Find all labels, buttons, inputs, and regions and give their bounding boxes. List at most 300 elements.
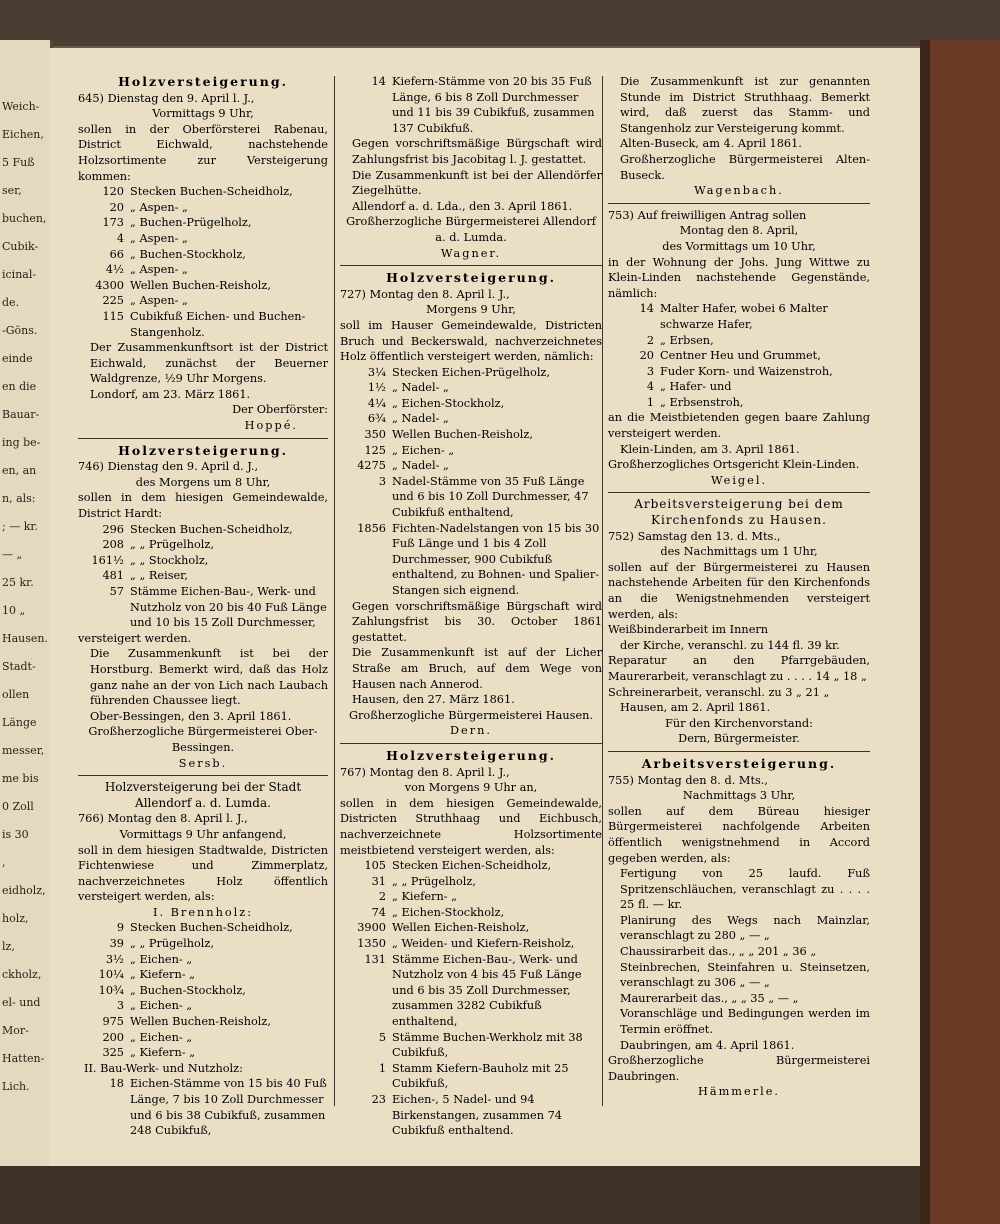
column-3 — [608, 74, 870, 1100]
item-quantity: 173 — [102, 216, 124, 230]
item-quantity: 3½ — [105, 952, 124, 966]
item-quantity: 975 — [102, 1015, 124, 1029]
notice-intro: sollen auf dem Büreau hiesiger Bürgermeisterei nachfolgende Arbeiten öffentlich wenigstnehmend in Accord gegeben werden, als: — [608, 804, 870, 865]
notice-place-date: Ober-Bessingen, den 3. April 1861. — [90, 709, 292, 723]
notice-727 — [340, 270, 602, 739]
item-quantity: 5 — [378, 1030, 386, 1044]
item-description: „ „ Reiser, — [130, 569, 188, 583]
margin-fragment: Eichen, — [2, 128, 44, 141]
item-quantity: 6¾ — [367, 412, 386, 426]
item-description: „ Erbsenstroh, — [660, 395, 744, 409]
item-quantity: 2 — [646, 333, 654, 347]
list-item — [340, 474, 602, 521]
list-item — [78, 1076, 328, 1138]
item-description: Eichen-, 5 Nadel- und 94 Birkenstangen, zusammen 74 Cubikfuß enthaltend. — [392, 1093, 562, 1138]
notice-number: 767) — [340, 765, 366, 779]
notice-title: Holzversteigerung bei der Stadt Allendorf a. d. Lumda. — [104, 780, 302, 810]
item-description: „ „ Prügelholz, — [130, 538, 214, 552]
margin-fragment: is 30 — [2, 828, 29, 841]
item-description: Stämme Eichen-Bau-, Werk- und Nutzholz von 4 bis 45 Fuß Länge und 6 bis 35 Zoll Durchmesser, zusammen 3282 Cubikfuß enthaltend, — [392, 952, 582, 1029]
notice-intro: sollen auf der Bürgermeisterei zu Hausen nachstehende Arbeiten für den Kirchenfonds an die Wenigstnehmenden versteigert werden, als: — [608, 560, 870, 621]
notice-time: Nachmittags 3 Uhr, — [682, 789, 796, 803]
work-item: Schreinerarbeit, veranschl. zu 3 „ 21 „ — [608, 685, 830, 699]
item-quantity: 4 — [116, 231, 124, 245]
item-description: Stamm Kiefern-Bauholz mit 25 Cubikfuß, — [392, 1061, 569, 1091]
item-description: „ Eichen- „ — [130, 1030, 193, 1044]
list-item — [340, 952, 602, 1030]
notice-intro: in der Wohnung der Johs. Jung Wittwe zu Klein-Linden nachstehende Gegenstände, nämlich: — [608, 255, 870, 300]
margin-fragment: eidholz, — [2, 884, 46, 897]
list-item — [608, 348, 870, 364]
item-quantity: 120 — [102, 185, 124, 199]
item-quantity: 200 — [102, 1030, 124, 1044]
item-description: Wellen Buchen-Reisholz, — [130, 278, 271, 292]
notice-date: Montag den 8. April l. J., — [369, 765, 510, 779]
item-quantity: 66 — [109, 247, 124, 261]
notice-intro: soll in dem hiesigen Stadtwalde, Districten Fichtenwiese und Zimmerplatz, nachverzeichnetes Holz öffentlich versteigert werden, als: — [78, 843, 328, 904]
margin-fragment: , — [2, 856, 6, 869]
notice-place-date: Londorf, am 23. März 1861. — [90, 387, 251, 401]
item-quantity: 105 — [364, 859, 386, 873]
notice-date: Montag den 8. d. Mts., — [637, 773, 768, 787]
list-item — [340, 1061, 602, 1092]
item-description: „ Aspen- „ — [130, 231, 188, 245]
notice-time: des Morgens um 8 Uhr, — [135, 475, 271, 489]
item-description: Stecken Buchen-Scheidholz, — [130, 522, 293, 536]
item-description: Stecken Eichen-Prügelholz, — [392, 365, 550, 379]
margin-fragment: 10 „ — [2, 604, 26, 617]
notice-time: von Morgens 9 Uhr an, — [404, 781, 538, 795]
notice-755 — [608, 756, 870, 1100]
item-description: „ Nadel- „ — [392, 381, 449, 395]
list-item — [608, 301, 870, 332]
item-quantity: 4¼ — [367, 396, 386, 410]
list-item — [78, 568, 328, 584]
list-item — [78, 537, 328, 553]
list-item — [340, 1030, 602, 1061]
margin-fragment: icinal- — [2, 268, 37, 281]
left-facing-page-edge — [0, 40, 53, 1170]
list-item — [78, 920, 328, 936]
separator-rule — [608, 751, 870, 752]
item-description: „ Buchen-Prügelholz, — [130, 216, 252, 230]
notice-title: Holzversteigerung. — [386, 747, 556, 763]
work-item: Weißbinderarbeit im Innern — [608, 623, 769, 637]
list-item — [340, 427, 602, 443]
notice-time: des Nachmittags um 1 Uhr, — [660, 545, 818, 559]
notice-authority: Großherzogliches Ortsgericht Klein-Linden. — [608, 458, 860, 472]
scan-bottom-edge — [0, 1166, 920, 1224]
item-quantity: 3¼ — [367, 365, 386, 379]
notice-meeting: Die Zusammenkunft ist auf der Licher Straße am Bruch, auf dem Wege von Hausen nach Annerod. — [352, 646, 602, 691]
item-description: „ „ Stockholz, — [130, 553, 209, 567]
item-quantity: 2 — [378, 890, 386, 904]
item-quantity: 14 — [371, 75, 386, 88]
item-list — [340, 858, 602, 1139]
margin-fragment: ollen — [2, 688, 30, 701]
item-description: „ „ Prügelholz, — [392, 874, 476, 888]
notice-authority: Großherzogliche Bürgermeisterei Daubringen. — [608, 1054, 870, 1083]
notice-title: Arbeitsversteigerung. — [641, 755, 837, 771]
item-description: „ Erbsen, — [660, 333, 714, 347]
margin-fragment: n, als: — [2, 492, 36, 505]
item-list — [78, 522, 328, 631]
item-list — [78, 1076, 328, 1138]
item-quantity: 125 — [364, 443, 386, 457]
margin-fragment: Mor- — [2, 1024, 29, 1037]
item-description: „ Eichen-Stockholz, — [392, 905, 505, 919]
list-item — [78, 952, 328, 968]
item-description: „ Aspen- „ — [130, 294, 188, 308]
item-list — [340, 74, 602, 136]
item-quantity: 296 — [102, 522, 124, 536]
list-item — [340, 521, 602, 599]
list-item — [340, 443, 602, 459]
item-quantity: 31 — [371, 874, 386, 888]
item-description: „ Hafer- und — [660, 380, 732, 394]
margin-fragment: -Göns. — [2, 324, 38, 337]
item-quantity: 1856 — [357, 521, 386, 535]
notice-number: 645) — [78, 91, 104, 105]
item-quantity: 161½ — [91, 553, 124, 567]
margin-fragment: 25 kr. — [2, 576, 34, 589]
margin-fragment: holz, — [2, 912, 29, 925]
notice-place-date: Allendorf a. d. Lda., den 3. April 1861. — [352, 199, 573, 213]
list-item — [78, 1030, 328, 1046]
notice-after: versteigert werden. — [78, 631, 192, 645]
notice-time: Vormittags 9 Uhr, — [152, 107, 254, 121]
item-quantity: 57 — [109, 585, 124, 598]
list-item — [340, 874, 602, 890]
item-quantity: 3 — [646, 364, 654, 378]
list-item — [78, 553, 328, 569]
list-item — [340, 858, 602, 874]
work-item: Maurerarbeit das., „ „ 35 „ — „ — [620, 991, 799, 1005]
margin-fragment: Bauar- — [2, 408, 40, 421]
notice-after: an die Meistbietenden gegen baare Zahlung versteigert werden. — [608, 411, 870, 441]
notice-date: Dienstag den 9. April l. J., — [107, 91, 255, 105]
list-item — [608, 379, 870, 395]
item-quantity: 10¾ — [98, 983, 124, 997]
notice-signer: Dern, Bürgermeister. — [678, 732, 800, 746]
item-description: „ Weiden- und Kiefern-Reisholz, — [392, 937, 575, 951]
notice-753 — [608, 208, 870, 489]
margin-fragment: Lich. — [2, 1080, 30, 1093]
item-quantity: 4300 — [95, 278, 124, 292]
item-quantity: 23 — [371, 1093, 386, 1106]
margin-fragment: me bis — [2, 772, 39, 785]
list-item — [340, 920, 602, 936]
notice-766-continued — [340, 74, 602, 261]
notice-authority: Großherzogliche Bürgermeisterei Alten-Buseck. — [620, 152, 870, 182]
item-quantity: 1 — [646, 395, 654, 409]
scan-top-edge — [0, 0, 1000, 46]
notice-signer: Weigel. — [710, 473, 768, 487]
separator-rule — [608, 203, 870, 204]
list-item — [608, 333, 870, 349]
list-item — [78, 293, 328, 309]
item-description: „ „ Prügelholz, — [130, 937, 214, 951]
notice-title: Holzversteigerung. — [386, 270, 556, 286]
margin-fragment: — „ — [2, 548, 23, 561]
notice-lead: Auf freiwilligen Antrag sollen — [637, 208, 807, 222]
notice-signer: Hoppé. — [244, 419, 298, 433]
list-item — [340, 411, 602, 427]
margin-fragment: buchen, — [2, 212, 47, 225]
list-item — [340, 380, 602, 396]
notice-signer: Hämmerle. — [698, 1085, 780, 1099]
notice-note: Voranschläge und Bedingungen werden im Termin eröffnet. — [620, 1007, 870, 1037]
margin-fragment: lz, — [2, 940, 15, 953]
notice-payment: Gegen vorschriftsmäßige Bürgschaft wird Zahlungsfrist bis Jacobitag l. J. gestattet. — [352, 137, 602, 166]
margin-fragment: Cubik- — [2, 240, 39, 253]
notice-signer: Wagner. — [440, 246, 502, 260]
notice-title: Holzversteigerung. — [118, 74, 288, 89]
item-quantity: 4 — [646, 380, 654, 394]
work-item: Fertigung von 25 laufd. Fuß Spritzenschläuchen, veranschlagt zu . . . . 25 fl. — kr. — [620, 867, 870, 912]
notice-authority: Für den Kirchenvorstand: — [665, 716, 813, 730]
column-2 — [340, 74, 602, 1139]
list-item — [78, 998, 328, 1014]
column-1 — [78, 74, 328, 1139]
item-list — [608, 301, 870, 410]
item-quantity: 20 — [109, 200, 124, 214]
notice-number: 746) — [78, 460, 104, 474]
item-description: Stecken Buchen-Scheidholz, — [130, 185, 293, 199]
notice-intro: sollen in dem hiesigen Gemeindewalde, District Hardt: — [78, 491, 328, 521]
notice-place-date: Alten-Buseck, am 4. April 1861. — [620, 137, 802, 151]
margin-fragment: ser, — [2, 184, 22, 197]
item-description: Kiefern-Stämme von 20 bis 35 Fuß Länge, 6 bis 8 Zoll Durchmesser und 11 bis 39 Cubikfuß, zusammen 137 Cubikfuß. — [392, 75, 595, 135]
margin-fragment: Hatten- — [2, 1052, 45, 1065]
item-description: Wellen Eichen-Reisholz, — [392, 921, 530, 935]
notice-date: Montag den 8. April, — [679, 224, 799, 238]
item-description: „ Kiefern- „ — [130, 1046, 195, 1060]
margin-fragment: einde — [2, 352, 33, 365]
notice-time: Vormittags 9 Uhr anfangend, — [119, 827, 287, 841]
notice-time: Morgens 9 Uhr, — [426, 303, 516, 317]
notice-date: Montag den 8. April l. J., — [107, 812, 248, 826]
margin-fragment: Hausen. — [2, 632, 48, 645]
item-description: Fuder Korn- und Waizenstroh, — [660, 364, 833, 378]
notice-place-date: Klein-Linden, am 3. April 1861. — [620, 442, 800, 456]
item-description: „ Eichen- „ — [130, 952, 193, 966]
work-item: Steinbrechen, Steinfahren u. Steinsetzen, veranschlagt zu 306 „ — „ — [620, 960, 870, 990]
list-item — [78, 215, 328, 231]
section-heading: I. Brennholz: — [152, 905, 254, 919]
item-description: „ Kiefern- „ — [130, 968, 195, 982]
notice-meeting: Der Zusammenkunftsort ist der District Eichwald, zunächst der Beuerner Waldgrenze, ½9 Uhr Morgens. — [90, 341, 328, 386]
item-quantity: 74 — [371, 905, 386, 919]
item-quantity: 1 — [378, 1061, 386, 1075]
work-item: Chaussirarbeit das., „ „ 201 „ 36 „ — [620, 945, 817, 959]
notice-date: Samstag den 13. d. Mts., — [637, 529, 781, 543]
margin-fragment: en, an — [2, 464, 37, 477]
notice-intro: sollen in dem hiesigen Gemeindewalde, Districten Struthhaag und Eichbusch, nachverzeichnete Holzsortimente meistbietend versteigert werden, als: — [340, 796, 602, 857]
item-description: Stämme Eichen-Bau-, Werk- und Nutzholz von 20 bis 40 Fuß Länge und 10 bis 15 Zoll Durchmesser, — [130, 585, 327, 630]
notice-number: 727) — [340, 287, 366, 301]
notice-signer: Sersb. — [178, 756, 228, 770]
item-description: „ Eichen-Stockholz, — [392, 396, 505, 410]
margin-fragment: Weich- — [2, 100, 40, 113]
item-description: „ Eichen- „ — [130, 999, 193, 1013]
separator-rule — [78, 775, 328, 776]
item-description: Stämme Buchen-Werkholz mit 38 Cubikfuß, — [392, 1030, 583, 1060]
item-quantity: 3900 — [357, 921, 386, 935]
book-spine-shadow — [920, 40, 930, 1224]
notice-meeting: Die Zusammenkunft ist bei der Allendörfer Ziegelhütte. — [352, 168, 602, 198]
notice-752 — [608, 497, 870, 747]
item-quantity: 9 — [116, 921, 124, 935]
item-description: „ Buchen-Stockholz, — [130, 247, 246, 261]
notice-authority: Großherzogliche Bürgermeisterei Ober-Bessingen. — [88, 725, 318, 754]
book-spine — [920, 40, 1000, 1224]
notice-intro: soll im Hauser Gemeindewalde, Districten Bruch und Beckerswald, nachverzeichnetes Holz öffentlich versteigert werden, nämlich: — [340, 318, 602, 364]
separator-rule — [78, 438, 328, 439]
notice-number: 752) — [608, 529, 634, 543]
item-quantity: 39 — [109, 937, 124, 951]
margin-fragment: messer, — [2, 744, 45, 757]
margin-fragment: de. — [2, 296, 20, 309]
item-quantity: 131 — [364, 952, 386, 966]
item-description: Nadel-Stämme von 35 Fuß Länge und 6 bis 10 Zoll Durchmesser, 47 Cubikfuß enthaltend, — [392, 474, 589, 520]
work-item: Planirung des Wegs nach Mainzlar, veranschlagt zu 280 „ — „ — [620, 913, 870, 943]
margin-fragment: 0 Zoll — [2, 800, 34, 813]
item-quantity: 225 — [102, 294, 124, 308]
item-description: Wellen Buchen-Reisholz, — [130, 1015, 271, 1029]
item-description: „ Buchen-Stockholz, — [130, 983, 246, 997]
margin-fragment: ; — kr. — [2, 520, 38, 533]
list-item — [340, 396, 602, 412]
list-item — [78, 1014, 328, 1030]
section-heading: II. Bau-Werk- und Nutzholz: — [84, 1061, 243, 1075]
separator-rule — [340, 743, 602, 744]
list-item — [78, 247, 328, 263]
notice-place-date: Hausen, am 2. April 1861. — [620, 701, 771, 715]
notice-meeting: Die Zusammenkunft ist zur genannten Stunde im District Struthhaag. Bemerkt wird, daß zuerst das Stamm- und Stangenholz zur Versteigerung kommt. — [620, 75, 870, 135]
notice-766 — [78, 780, 328, 1139]
item-description: „ Nadel- „ — [392, 412, 449, 426]
item-quantity: 18 — [109, 1077, 124, 1091]
item-quantity: 1½ — [367, 381, 386, 395]
notice-date: Dienstag den 9. April d. J., — [107, 460, 259, 474]
list-item — [78, 231, 328, 247]
item-list — [78, 184, 328, 340]
margin-fragment: Stadt- — [2, 660, 36, 673]
item-description: Cubikfuß Eichen- und Buchen-Stangenholz. — [130, 309, 306, 339]
notice-746 — [78, 443, 328, 771]
list-item — [78, 184, 328, 200]
item-description: „ Kiefern- „ — [392, 890, 457, 904]
item-quantity: 1350 — [357, 937, 386, 951]
notice-payment: Gegen vorschriftsmäßige Bürgschaft wird Zahlungsfrist bis 30. October 1861 gestattet. — [352, 599, 602, 644]
separator-rule — [608, 492, 870, 493]
list-item — [78, 262, 328, 278]
item-description: Malter Hafer, wobei 6 Malter schwarze Hafer, — [660, 302, 828, 331]
list-item — [78, 983, 328, 999]
item-description: Stecken Buchen-Scheidholz, — [130, 921, 293, 935]
notice-time: des Vormittags um 10 Uhr, — [662, 239, 816, 253]
list-item — [78, 200, 328, 216]
margin-fragment: Länge — [2, 716, 37, 729]
list-item — [608, 364, 870, 380]
margin-fragment: ing be- — [2, 436, 41, 449]
list-item — [340, 1092, 602, 1139]
list-item — [340, 458, 602, 474]
item-list — [78, 920, 328, 1060]
notice-meeting: Die Zusammenkunft ist bei der Horstburg. Bemerkt wird, daß das Holz ganz nahe an der von Lich nach Laubach führenden Chaussee liegt. — [90, 647, 328, 708]
item-description: „ Aspen- „ — [130, 200, 188, 214]
notice-signer: Dern. — [449, 724, 492, 738]
item-description: „ Nadel- „ — [392, 459, 449, 473]
item-quantity: 481 — [102, 569, 124, 583]
work-item: der Kirche, veranschl. zu 144 fl. 39 kr. — [620, 638, 840, 652]
column-divider-1 — [334, 76, 335, 1106]
notice-number: 753) — [608, 208, 634, 222]
item-quantity: 14 — [639, 302, 654, 316]
list-item — [340, 74, 602, 136]
item-description: „ Aspen- „ — [130, 263, 188, 277]
list-item — [78, 936, 328, 952]
item-description: „ Eichen- „ — [392, 443, 455, 457]
list-item — [78, 584, 328, 631]
item-quantity: 115 — [102, 309, 124, 323]
list-item — [340, 365, 602, 381]
notice-date: Montag den 8. April l. J., — [369, 287, 510, 301]
item-quantity: 325 — [102, 1046, 124, 1060]
notice-title: Arbeitsversteigerung bei dem Kirchenfonds zu Hausen. — [634, 497, 844, 528]
item-list — [340, 365, 602, 599]
notice-place-date: Hausen, den 27. März 1861. — [352, 693, 515, 707]
separator-rule — [340, 265, 602, 266]
list-item — [78, 522, 328, 538]
list-item — [340, 889, 602, 905]
notice-place-date: Daubringen, am 4. April 1861. — [620, 1038, 795, 1052]
list-item — [340, 905, 602, 921]
item-description: Fichten-Nadelstangen von 15 bis 30 Fuß Länge und 1 bis 4 Zoll Durchmesser, 900 Cubikfuß enthaltend, zu Bohnen- und Spalier-Stangen sich eignend. — [392, 521, 600, 597]
notice-title: Holzversteigerung. — [118, 442, 288, 458]
notice-767 — [340, 748, 602, 1139]
notice-number: 755) — [608, 773, 634, 787]
item-quantity: 10¼ — [98, 968, 124, 982]
column-divider-2 — [602, 76, 603, 1106]
item-quantity: 208 — [102, 538, 124, 552]
work-item: Reparatur an den Pfarrgebäuden, Maurerarbeit, veranschlagt zu . . . . 14 „ 18 „ — [608, 654, 870, 683]
item-quantity: 20 — [639, 349, 654, 363]
item-quantity: 3 — [116, 999, 124, 1013]
list-item — [78, 309, 328, 340]
item-quantity: 350 — [364, 428, 386, 442]
margin-fragment: el- und — [2, 996, 41, 1009]
notice-authority: Der Oberförster: — [232, 403, 328, 417]
margin-fragment: 5 Fuß — [2, 156, 35, 169]
item-quantity: 3 — [378, 474, 386, 488]
list-item — [608, 395, 870, 411]
notice-intro: sollen in der Oberförsterei Rabenau, District Eichwald, nachstehende Holzsortimente zur Versteigerung kommen: — [78, 122, 328, 183]
list-item — [78, 1045, 328, 1061]
item-quantity: 4275 — [357, 459, 386, 473]
notice-signer: Wagenbach. — [694, 184, 784, 198]
item-description: Eichen-Stämme von 15 bis 40 Fuß Länge, 7 bis 10 Zoll Durchmesser und 6 bis 38 Cubikfuß, zusammen 248 Cubikfuß, — [130, 1077, 327, 1138]
item-description: Stecken Eichen-Scheidholz, — [392, 859, 552, 873]
margin-fragment: en die — [2, 380, 37, 393]
margin-fragment: ckholz, — [2, 968, 42, 981]
notice-645 — [78, 74, 328, 434]
list-item — [78, 967, 328, 983]
list-item — [340, 936, 602, 952]
list-item — [78, 278, 328, 294]
notice-number: 766) — [78, 812, 104, 826]
